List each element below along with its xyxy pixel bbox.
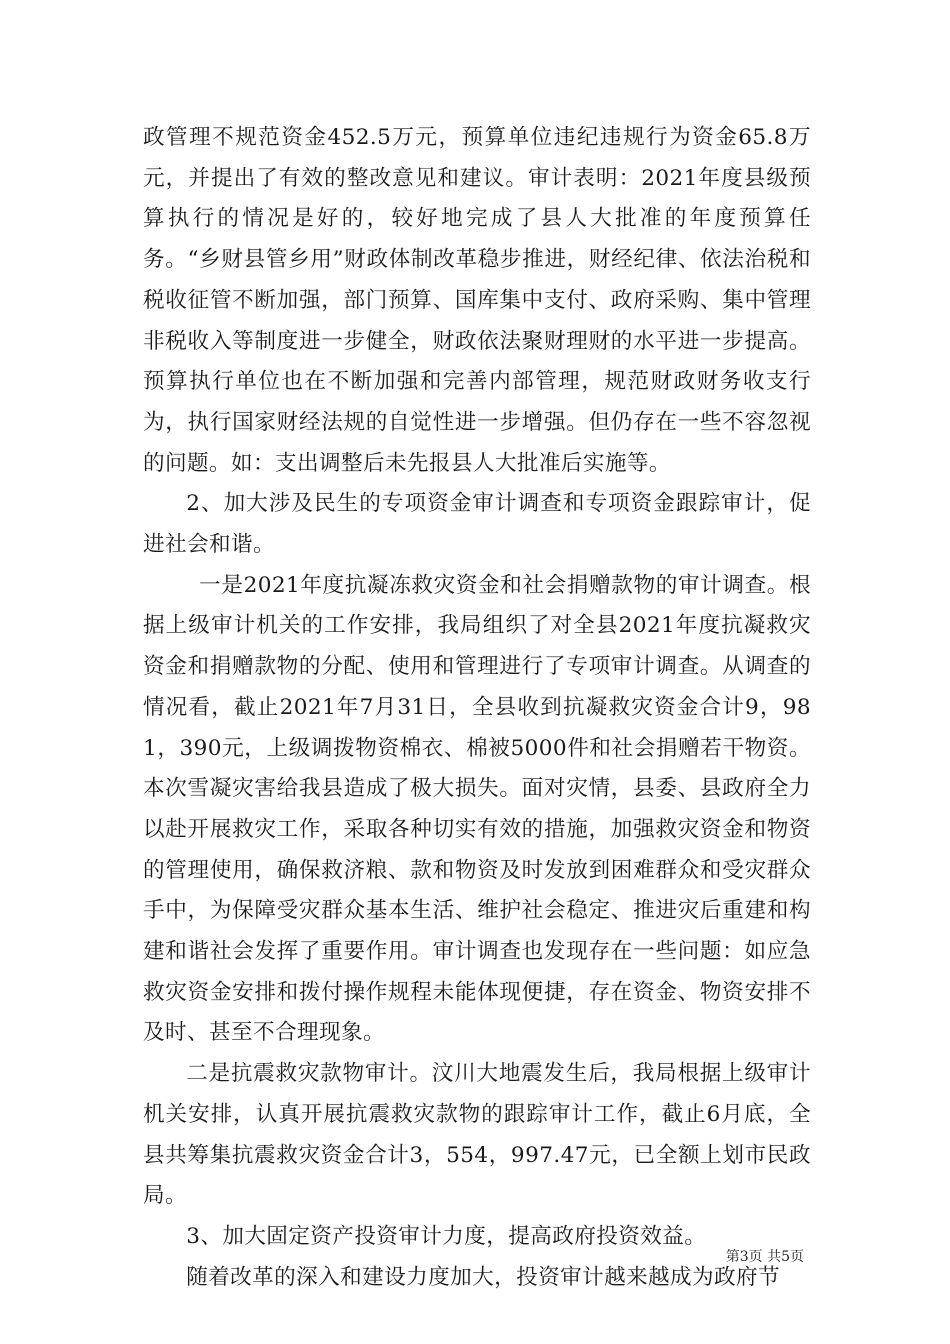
document-body: [143, 118, 811, 1298]
paragraph-heading-fixed-asset-audit: 3、加大固定资产投资审计力度，提高政府投资效益。: [186, 1223, 707, 1249]
paragraph-freeze-relief-audit: 一是2021年度抗凝冻救灾资金和社会捐赠款物的审计调查。根据上级审计机关的工作安排，我局组织了对全县2021年度抗凝救灾资金和捐赠款物的分配、使用和管理进行了专项审计调查。从调查的情况看，截止2021年7月31日，全县收到抗凝救灾资金合计9，981，390元，上级调拨物资棉衣、棉被5000件和社会捐赠若干物资。本次雪凝灾害给我县造成了极大损失。面对灾情，县委、县政府全力以赴开展救灾工作，采取各种切实有效的措施，加强救灾资金和物资的管理使用，确保救济粮、款和物资及时发放到困难群众和受灾群众手中，为保障受灾群众基本生活、维护社会稳定、推进灾后重建和构建和谐社会发挥了重要作用。审计调查也发现存在一些问题：如应急救灾资金安排和拨付操作规程未能体现便捷，存在资金、物资安排不及时、甚至不合理现象。: [143, 572, 811, 1046]
page-number: 第3页 共5页: [725, 1249, 804, 1265]
paragraph-earthquake-relief-audit: 二是抗震救灾款物审计。汶川大地震发生后，我局根据上级审计机关安排，认真开展抗震救灾款物的跟踪审计工作，截止6月底，全县共筹集抗震救灾资金合计3，554，997.47元，已全额上划市民政局。: [143, 1061, 811, 1209]
paragraph-investment-audit-intro: 随着改革的深入和建设力度加大，投资审计越来越成为政府节: [186, 1264, 781, 1290]
paragraph-heading-livelihood-funds: 2、加大涉及民生的专项资金审计调查和专项资金跟踪审计，促进社会和谐。: [143, 491, 811, 558]
paragraph-budget-summary: 政管理不规范资金452.5万元，预算单位违纪违规行为资金65.8万元，并提出了有效的整改意见和建议。审计表明：2021年度县级预算执行的情况是好的，较好地完成了县人大批准的年度预算任务。“乡财县管乡用”财政体制改革稳步推进，财经纪律、依法治税和税收征管不断加强，部门预算、国库集中支付、政府采购、集中管理非税收入等制度进一步健全，财政依法聚财理财的水平进一步提高。预算执行单位也在不断加强和完善内部管理，规范财政财务收支行为，执行国家财经法规的自觉性进一步增强。但仍存在一些不容忽视的问题。如：支出调整后未先报县人大批准后实施等。: [143, 125, 811, 476]
